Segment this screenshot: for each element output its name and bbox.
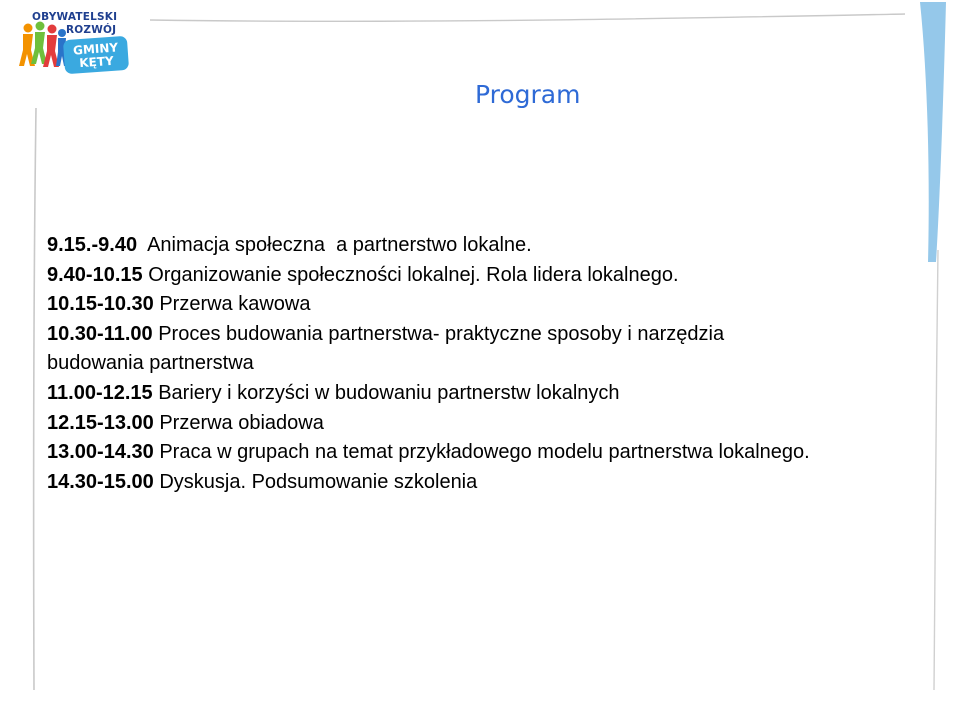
agenda-time: 14.30-15.00 xyxy=(47,470,154,493)
agenda-time: 9.15.-9.40 xyxy=(47,234,138,256)
logo-line-1: OBYWATELSKI xyxy=(32,11,118,23)
agenda-text: Przerwa kawowa xyxy=(153,293,311,316)
agenda-item xyxy=(47,231,907,261)
agenda-item xyxy=(47,261,907,291)
agenda-item xyxy=(47,468,907,498)
logo-line-3: GMINY xyxy=(72,40,119,58)
logo-line-4: KĘTY xyxy=(78,53,115,71)
agenda-time: 11.00-12.15 xyxy=(47,381,153,404)
agenda-item xyxy=(47,409,907,439)
page-title: Program xyxy=(475,80,581,109)
agenda-item xyxy=(47,320,907,379)
agenda-time: 12.15-13.00 xyxy=(47,411,154,434)
agenda-item xyxy=(47,438,907,468)
agenda-text: Proces budowania partnerstwa- praktyczne sposoby i narzędzia budowania partnerstwa xyxy=(47,322,725,375)
logo-badge xyxy=(63,36,129,74)
frame-right-accent xyxy=(920,2,946,262)
frame-top-line xyxy=(150,14,905,21)
agenda-text: Praca w grupach na temat przykładowego modelu partnerstwa lokalnego. xyxy=(153,441,810,464)
frame-right-line xyxy=(934,250,938,690)
agenda-time: 9.40-10.15 xyxy=(47,263,143,286)
agenda-list xyxy=(47,231,907,497)
agenda-text: Organizowanie społeczności lokalnej. Rola lidera lokalnego. xyxy=(142,263,679,286)
agenda-time: 10.30-11.00 xyxy=(47,322,153,345)
logo-line-2: ROZWÓJ xyxy=(66,24,117,36)
agenda-text: Dyskusja. Podsumowanie szkolenia xyxy=(153,470,478,493)
agenda-text: Przerwa obiadowa xyxy=(153,411,324,434)
agenda-item xyxy=(47,379,907,409)
agenda-item xyxy=(47,290,907,320)
agenda-text: Animacja społeczna a partnerstwo lokalne. xyxy=(137,234,532,256)
frame-left-line xyxy=(34,108,36,690)
agenda-text: Bariery i korzyści w budowaniu partnerstw lokalnych xyxy=(152,381,620,404)
agenda-time: 13.00-14.30 xyxy=(47,441,154,464)
agenda-time: 10.15-10.30 xyxy=(47,293,154,316)
logo xyxy=(14,8,126,72)
